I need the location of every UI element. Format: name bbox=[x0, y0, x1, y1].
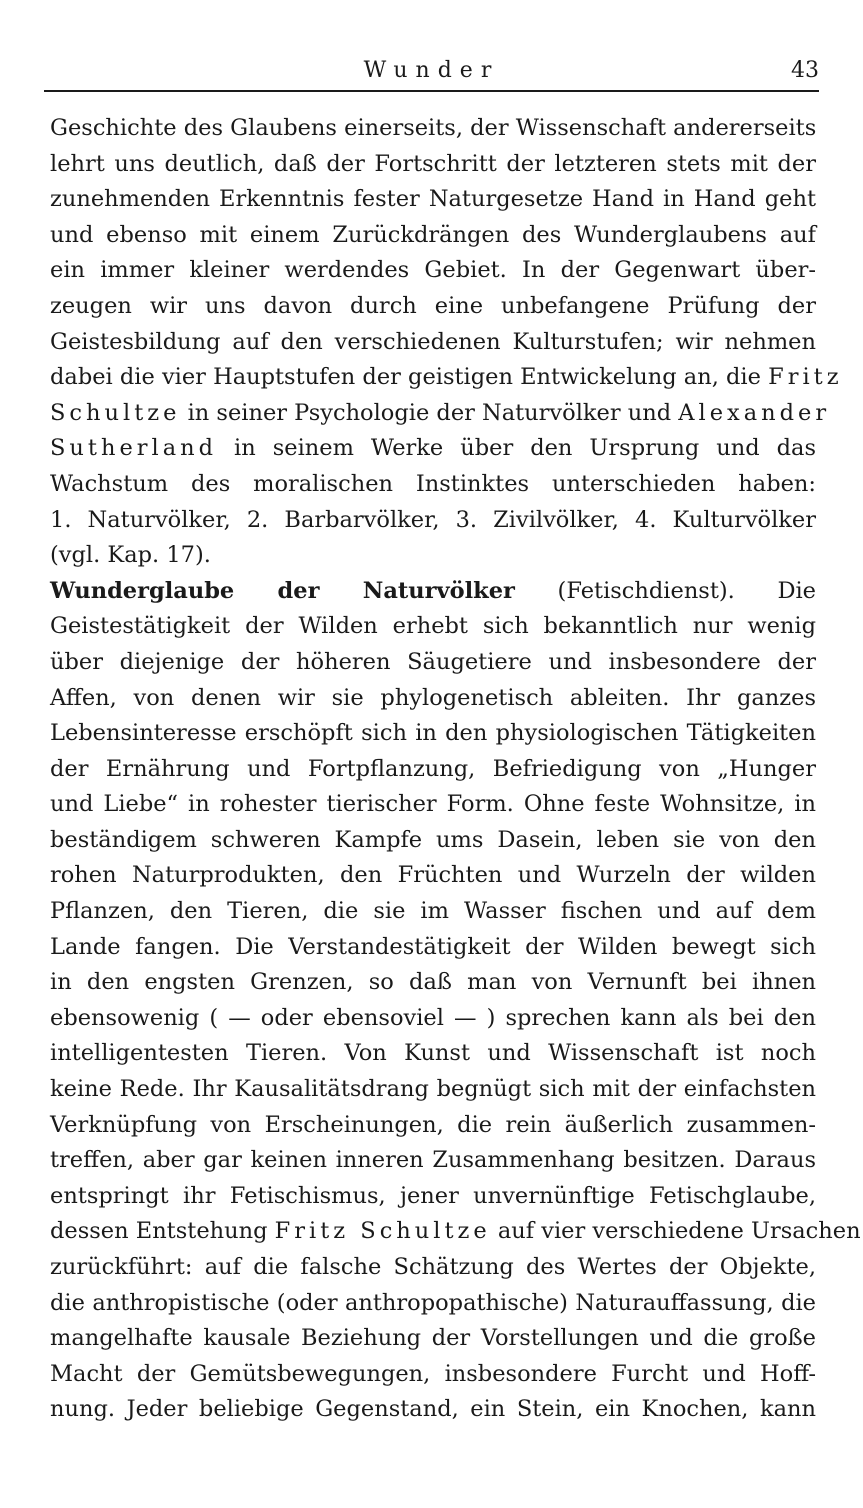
text-line: ein immer kleiner werdendes Gebiet. In der Gegenwart über- bbox=[50, 257, 816, 284]
running-title: Wunder bbox=[363, 58, 500, 83]
text-line: und Liebe“ in rohester tierischer Form. Ohne feste Wohnsitze, in bbox=[50, 791, 816, 818]
text-line: intelligentesten Tieren. Von Kunst und Wissenschaft ist noch bbox=[50, 1040, 816, 1067]
text-line: Geistestätigkeit der Wilden erhebt sich bekanntlich nur wenig bbox=[50, 613, 816, 640]
author-name: Sutherland bbox=[50, 435, 218, 462]
text-line: der Ernährung und Fortpflanzung, Befriedigung von „Hunger bbox=[50, 755, 816, 782]
text-line: zunehmenden Erkenntnis fester Naturgesetze Hand in Hand geht bbox=[50, 186, 816, 213]
text-line: beständigem schweren Kampfe ums Dasein, leben sie von den bbox=[50, 826, 816, 853]
text-line: ebensowenig ( — oder ebensoviel — ) sprechen kann als bei den bbox=[50, 1004, 816, 1031]
text-line: Geistesbildung auf den verschiedenen Kulturstufen; wir nehmen bbox=[50, 328, 816, 355]
line-text: in seinem Werke über den Ursprung und das bbox=[234, 435, 817, 462]
text-line: Wachstum des moralischen Instinktes unterschieden haben: bbox=[50, 470, 816, 497]
page-number: 43 bbox=[791, 58, 819, 83]
line-text: dessen Entstehung bbox=[50, 1218, 268, 1245]
text-line bbox=[50, 431, 816, 467]
text-line: 1. Naturvölker, 2. Barbarvölker, 3. Zivilvölker, 4. Kulturvölker bbox=[50, 506, 816, 533]
text-line bbox=[50, 1214, 861, 1250]
text-line: Verknüpfung von Erscheinungen, die rein äußerlich zusammen- bbox=[50, 1111, 816, 1138]
text-line: die anthropistische (oder anthropopathische) Naturauffassung, die bbox=[50, 1289, 816, 1316]
text-line: mangelhafte kausale Beziehung der Vorstellungen und die große bbox=[50, 1325, 816, 1352]
text-line: zurückführt: auf die falsche Schätzung des Wertes der Objekte, bbox=[50, 1254, 816, 1280]
body-text bbox=[50, 111, 861, 1428]
line-text: (Fetischdienst). Die bbox=[557, 577, 817, 604]
text-line: in den engsten Grenzen, so daß man von Vernunft bei ihnen bbox=[50, 969, 816, 996]
author-name: Fritz bbox=[768, 364, 843, 391]
page-header bbox=[44, 56, 819, 92]
text-line: lehrt uns deutlich, daß der Fortschritt der letzteren stets mit der bbox=[50, 150, 816, 177]
text-line: Lande fangen. Die Verstandestätigkeit der Wilden bewegt sich bbox=[50, 933, 816, 960]
text-line: über diejenige der höheren Säugetiere und insbesondere der bbox=[50, 648, 816, 675]
line-text: in seiner Psychologie der Naturvölker und bbox=[187, 399, 672, 426]
text-line: zeugen wir uns davon durch eine unbefangene Prüfung der bbox=[50, 292, 816, 319]
text-line: Affen, von denen wir sie phylogenetisch ableiten. Ihr ganzes bbox=[50, 684, 816, 711]
author-name: Fritz Schultze bbox=[274, 1218, 491, 1245]
text-line bbox=[50, 396, 831, 432]
author-name: Alexander bbox=[678, 399, 831, 426]
text-line: (vgl. Kap. 17). bbox=[50, 542, 211, 569]
section-heading: Wunderglaube der Naturvölker bbox=[50, 577, 515, 604]
line-text: dabei die vier Hauptstufen der geistigen Entwickelung an, die bbox=[50, 364, 761, 391]
text-line bbox=[50, 574, 816, 610]
text-line bbox=[50, 360, 843, 396]
line-text: auf vier verschiedene Ursachen bbox=[497, 1218, 861, 1245]
text-line: Pflanzen, den Tieren, die sie im Wasser fischen und auf dem bbox=[50, 898, 816, 925]
author-name: Schultze bbox=[50, 399, 181, 426]
text-line: treffen, aber gar keinen inneren Zusammenhang besitzen. Daraus bbox=[50, 1147, 816, 1174]
text-line: keine Rede. Ihr Kausalitätsdrang begnügt sich mit der einfachsten bbox=[50, 1076, 816, 1103]
text-line: Macht der Gemütsbewegungen, insbesondere Furcht und Hoff- bbox=[50, 1360, 816, 1387]
text-line: Geschichte des Glaubens einerseits, der Wissenschaft andererseits bbox=[50, 115, 817, 141]
text-line: Lebensinteresse erschöpft sich in den physiologischen Tätigkeiten bbox=[50, 720, 816, 747]
text-line: nung. Jeder beliebige Gegenstand, ein Stein, ein Knochen, kann bbox=[50, 1396, 816, 1423]
text-line: und ebenso mit einem Zurückdrängen des Wunderglaubens auf bbox=[50, 221, 816, 248]
text-line: rohen Naturprodukten, den Früchten und Wurzeln der wilden bbox=[50, 862, 816, 889]
text-line: entspringt ihr Fetischismus, jener unvernünftige Fetischglaube, bbox=[50, 1182, 816, 1209]
